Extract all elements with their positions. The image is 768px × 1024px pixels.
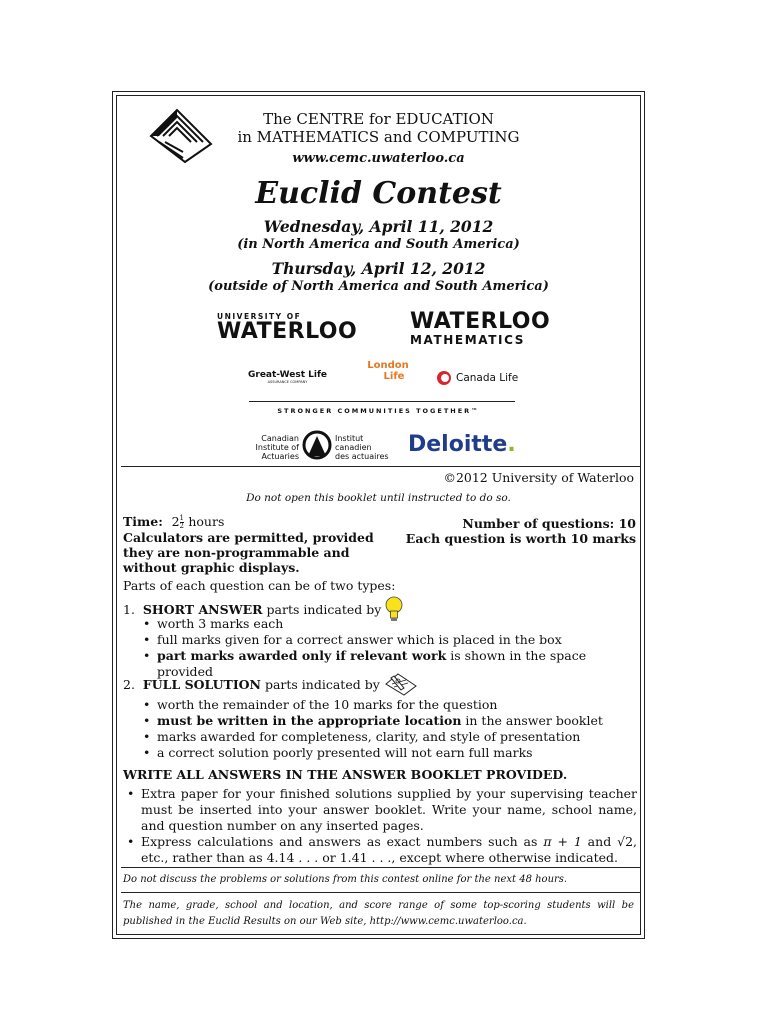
publish-notice: The name, grade, school and location, and score range of some top-scoring students will be published in the Euclid Results on our Web site, http://www.cemc.uwaterloo.ca. xyxy=(123,900,634,927)
info-left xyxy=(123,514,374,575)
waterloo-math-logo xyxy=(410,311,550,347)
full-solution-heading xyxy=(123,672,418,696)
canada-life-icon xyxy=(436,370,452,386)
canada-life-label: Canada Life xyxy=(456,372,519,384)
parts-intro: Parts of each question can be of two types: xyxy=(123,578,396,593)
wm-logo-bottom: MATHEMATICS xyxy=(410,333,525,347)
question-worth: Each question is worth 10 marks xyxy=(405,531,636,546)
extra-b2-pre: Express calculations and answers as exact numbers such as xyxy=(141,834,544,849)
cia-fr-2: canadien xyxy=(335,443,372,452)
page-frame xyxy=(112,91,645,939)
great-west-life-logo xyxy=(248,370,327,384)
canada-life-logo xyxy=(436,370,518,386)
time-fraction-den: 2 xyxy=(179,522,184,530)
pencil-paper-icon xyxy=(384,672,418,696)
cia-fr-1: Institut xyxy=(335,434,364,443)
uw-logo xyxy=(217,312,357,343)
cia-en-3: Actuaries xyxy=(261,452,299,461)
write-all-heading: WRITE ALL ANSWERS IN THE ANSWER BOOKLET PROVIDED. xyxy=(123,767,568,782)
full-bullet-2 xyxy=(141,713,621,729)
uw-logo-top: UNIVERSITY OF xyxy=(217,312,302,321)
time-fraction xyxy=(180,515,184,530)
contest-title: Euclid Contest xyxy=(255,176,502,211)
calc-line-1: Calculators are permitted, provided xyxy=(123,530,374,545)
deloitte-logo xyxy=(408,432,516,457)
region-2: (outside of North America and South America) xyxy=(208,279,549,294)
time-whole: 2 xyxy=(171,514,180,529)
region-1: (in North America and South America) xyxy=(237,237,520,252)
uw-logo-bottom: WATERLOO xyxy=(217,319,358,344)
extra-b2-and: and xyxy=(581,834,618,849)
time-line xyxy=(123,514,374,530)
extra-b2-post: , etc., rather than as 4.14 . . . or 1.41 . . ., except where otherwise indicated. xyxy=(141,834,638,865)
short-bullets xyxy=(141,616,621,680)
full-bullets xyxy=(141,697,621,761)
cia-fr-3: des actuaires xyxy=(335,452,389,461)
header-line1: The CENTRE for EDUCATION xyxy=(263,110,494,128)
time-fraction-num: 1 xyxy=(179,514,184,522)
copyright-rule xyxy=(121,466,640,467)
wm-logo-top: WATERLOO xyxy=(410,309,551,334)
full-bullet-3: • marks awarded for completeness, clarity, and style of presentation xyxy=(141,729,621,745)
extra-bullet-1: • Extra paper for your finished solutions supplied by your supervising teacher must be inserted into your answer booklet. Write your name, school name, and question number on any inserted pages. xyxy=(125,786,637,834)
short-bullet-2: • full marks given for a correct answer which is placed in the box xyxy=(141,632,621,648)
short-label: SHORT ANSWER xyxy=(142,601,263,617)
cia-en-2: Institute of xyxy=(255,443,299,452)
deloitte-dot: . xyxy=(507,432,516,457)
do-not-open-notice: Do not open this booklet until instructed to do so. xyxy=(246,492,511,504)
extra-b2-pi: π + 1 xyxy=(543,834,582,849)
gwl-sub: ASSURANCE COMPANY xyxy=(267,380,308,384)
num-questions: Number of questions: 10 xyxy=(462,516,636,531)
short-bullet-1: • worth 3 marks each xyxy=(141,616,621,632)
header-line2: in MATHEMATICS and COMPUTING xyxy=(237,128,520,146)
header-url[interactable]: www.cemc.uwaterloo.ca xyxy=(292,151,465,166)
calc-line-3: without graphic displays. xyxy=(123,560,300,575)
calc-line-2: they are non-programmable and xyxy=(123,545,350,560)
full-b2-rest: in the answer booklet xyxy=(461,713,603,728)
london-life-top: London xyxy=(367,360,409,371)
short-indicated: parts indicated by xyxy=(266,601,382,617)
full-bullet-4: • a correct solution poorly presented will not earn full marks xyxy=(141,745,621,761)
extra-bullet-2 xyxy=(125,834,637,866)
extra-b2-sqrt: √2 xyxy=(617,834,634,849)
full-b2-bold: must be written in the appropriate location xyxy=(157,713,462,728)
copyright: ©2012 University of Waterloo xyxy=(443,470,634,485)
date-1: Wednesday, April 11, 2012 xyxy=(263,217,494,236)
footer-rule-2 xyxy=(121,892,640,893)
date-2: Thursday, April 12, 2012 xyxy=(271,259,486,278)
cia-logo-icon xyxy=(302,430,332,460)
full-indicated: parts indicated by xyxy=(264,676,380,692)
time-unit: hours xyxy=(188,514,225,529)
extra-bullets xyxy=(125,786,637,866)
full-label: FULL SOLUTION xyxy=(142,676,261,692)
info-right xyxy=(406,516,636,546)
short-b3-bold: part marks awarded only if relevant work xyxy=(157,648,447,663)
cia-english xyxy=(255,434,299,461)
full-bullet-1: • worth the remainder of the 10 marks for the question xyxy=(141,697,621,713)
cia-french xyxy=(335,434,389,461)
short-num: 1. xyxy=(123,601,135,617)
london-life-bottom: Life xyxy=(383,371,405,382)
gwl-name: Great-West Life xyxy=(248,370,327,380)
sponsor-divider xyxy=(249,401,515,402)
deloitte-label: Deloitte xyxy=(408,432,508,457)
footer-rule-1 xyxy=(121,867,640,868)
full-num: 2. xyxy=(123,676,135,692)
time-label: Time: xyxy=(123,514,163,529)
short-b3-rest: is shown in the space provided xyxy=(157,648,587,679)
tagline: STRONGER COMMUNITIES TOGETHER™ xyxy=(277,407,480,415)
discuss-notice: Do not discuss the problems or solutions from this contest online for the next 48 hours. xyxy=(123,874,568,885)
london-life-logo xyxy=(363,360,413,382)
inner-border xyxy=(116,95,641,935)
cia-en-1: Canadian xyxy=(261,434,299,443)
